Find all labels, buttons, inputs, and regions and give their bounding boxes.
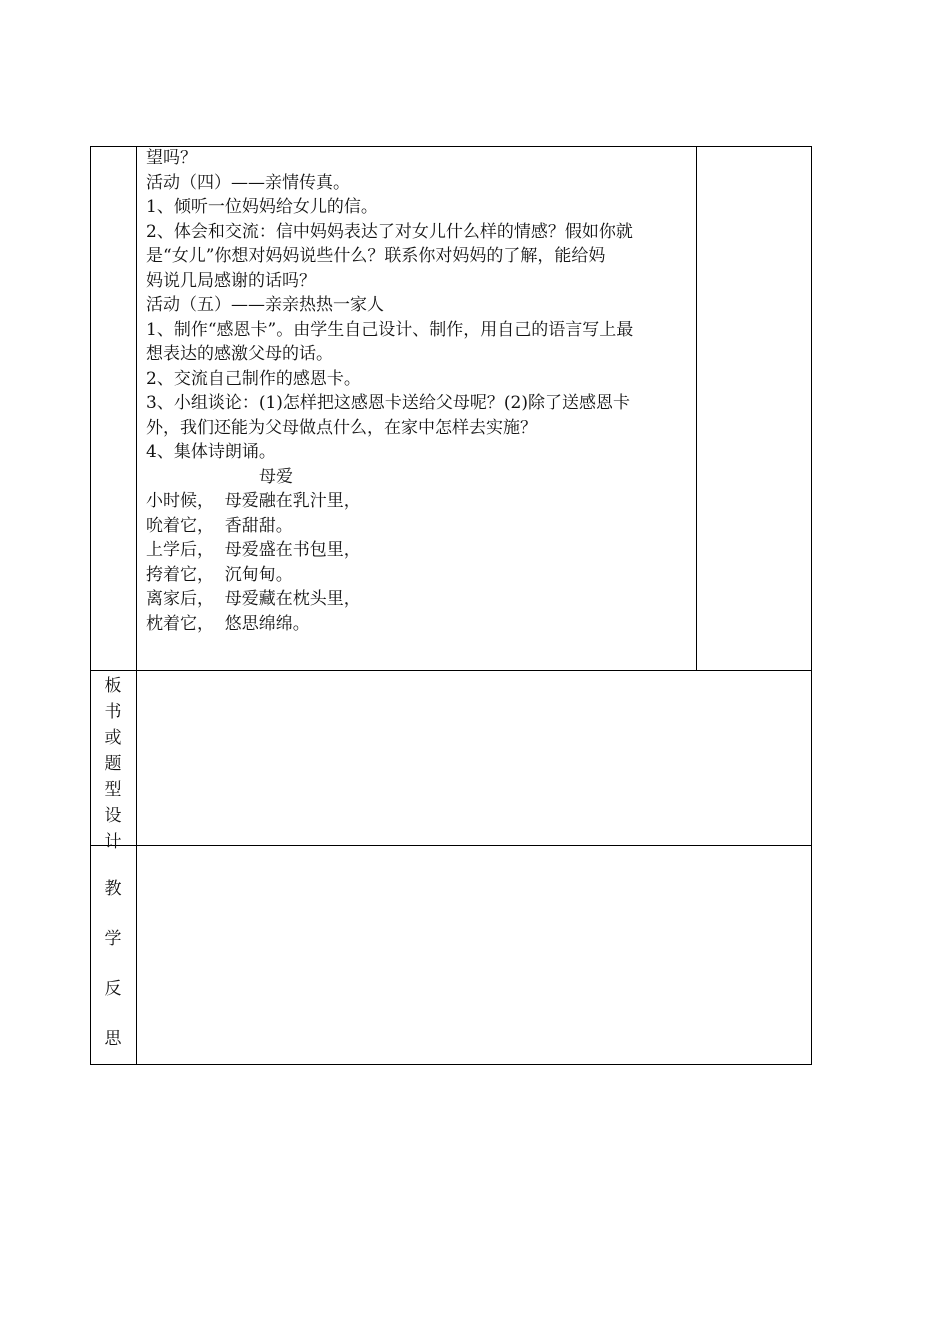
content-line: 妈说几局感谢的话吗？ [146, 270, 316, 291]
content-line: 1、制作“感恩卡”。由学生自己设计、制作，用自己的语言写上最 [146, 319, 634, 340]
label-char: 题 [104, 754, 122, 774]
poem-line: 吮着它， 香甜甜。 [146, 515, 293, 536]
poem-line: 离家后， 母爱藏在枕头里， [146, 589, 361, 609]
label-char: 学 [104, 929, 122, 949]
teaching-reflection-label [90, 864, 136, 1064]
poem-line: 挎着它， 沉甸甸。 [146, 564, 293, 585]
label-char: 型 [104, 780, 122, 800]
label-char: 书 [104, 702, 122, 722]
label-char: 思 [104, 1029, 122, 1049]
poem-title: 母爱 [259, 466, 293, 487]
content-line: 4、集体诗朗诵。 [146, 442, 276, 462]
label-char: 教 [104, 879, 122, 899]
label-char: 设 [104, 806, 122, 826]
board-design-label [90, 673, 136, 855]
poem-line: 上学后， 母爱盛在书包里， [146, 540, 361, 560]
poem-line: 小时候， 母爱融在乳汁里， [146, 491, 361, 511]
content-line: 3、小组谈论：(1)怎样把这感恩卡送给父母呢？(2)除了送感恩卡 [146, 393, 630, 413]
table-border-bottom [90, 1064, 812, 1065]
content-line: 望吗？ [146, 148, 197, 168]
content-line: 1、倾听一位妈妈给女儿的信。 [146, 197, 378, 217]
content-line: 2、体会和交流：信中妈妈表达了对女儿什么样的情感？假如你就 [146, 221, 633, 242]
board-design-content-cell [137, 671, 811, 845]
content-line: 2、交流自己制作的感恩卡。 [146, 368, 361, 389]
label-char: 反 [104, 979, 122, 999]
label-char: 板 [104, 676, 122, 696]
content-line: 想表达的感激父母的话。 [146, 344, 333, 364]
teaching-reflection-content-cell [137, 846, 811, 1064]
content-line: 外，我们还能为父母做点什么，在家中怎样去实施？ [146, 417, 537, 438]
content-line: 是“女儿”你想对妈妈说些什么？联系你对妈妈的了解，能给妈 [146, 246, 606, 266]
label-char: 或 [104, 728, 122, 748]
activity-content-cell [146, 146, 691, 636]
content-line: 活动（四）——亲情传真。 [146, 172, 350, 193]
content-line: 活动（五）——亲亲热热一家人 [146, 295, 384, 315]
poem-line: 枕着它， 悠思绵绵。 [146, 613, 310, 634]
table-column-divider [696, 146, 697, 671]
label-char: 计 [104, 832, 122, 852]
table-border-right [811, 146, 812, 1065]
